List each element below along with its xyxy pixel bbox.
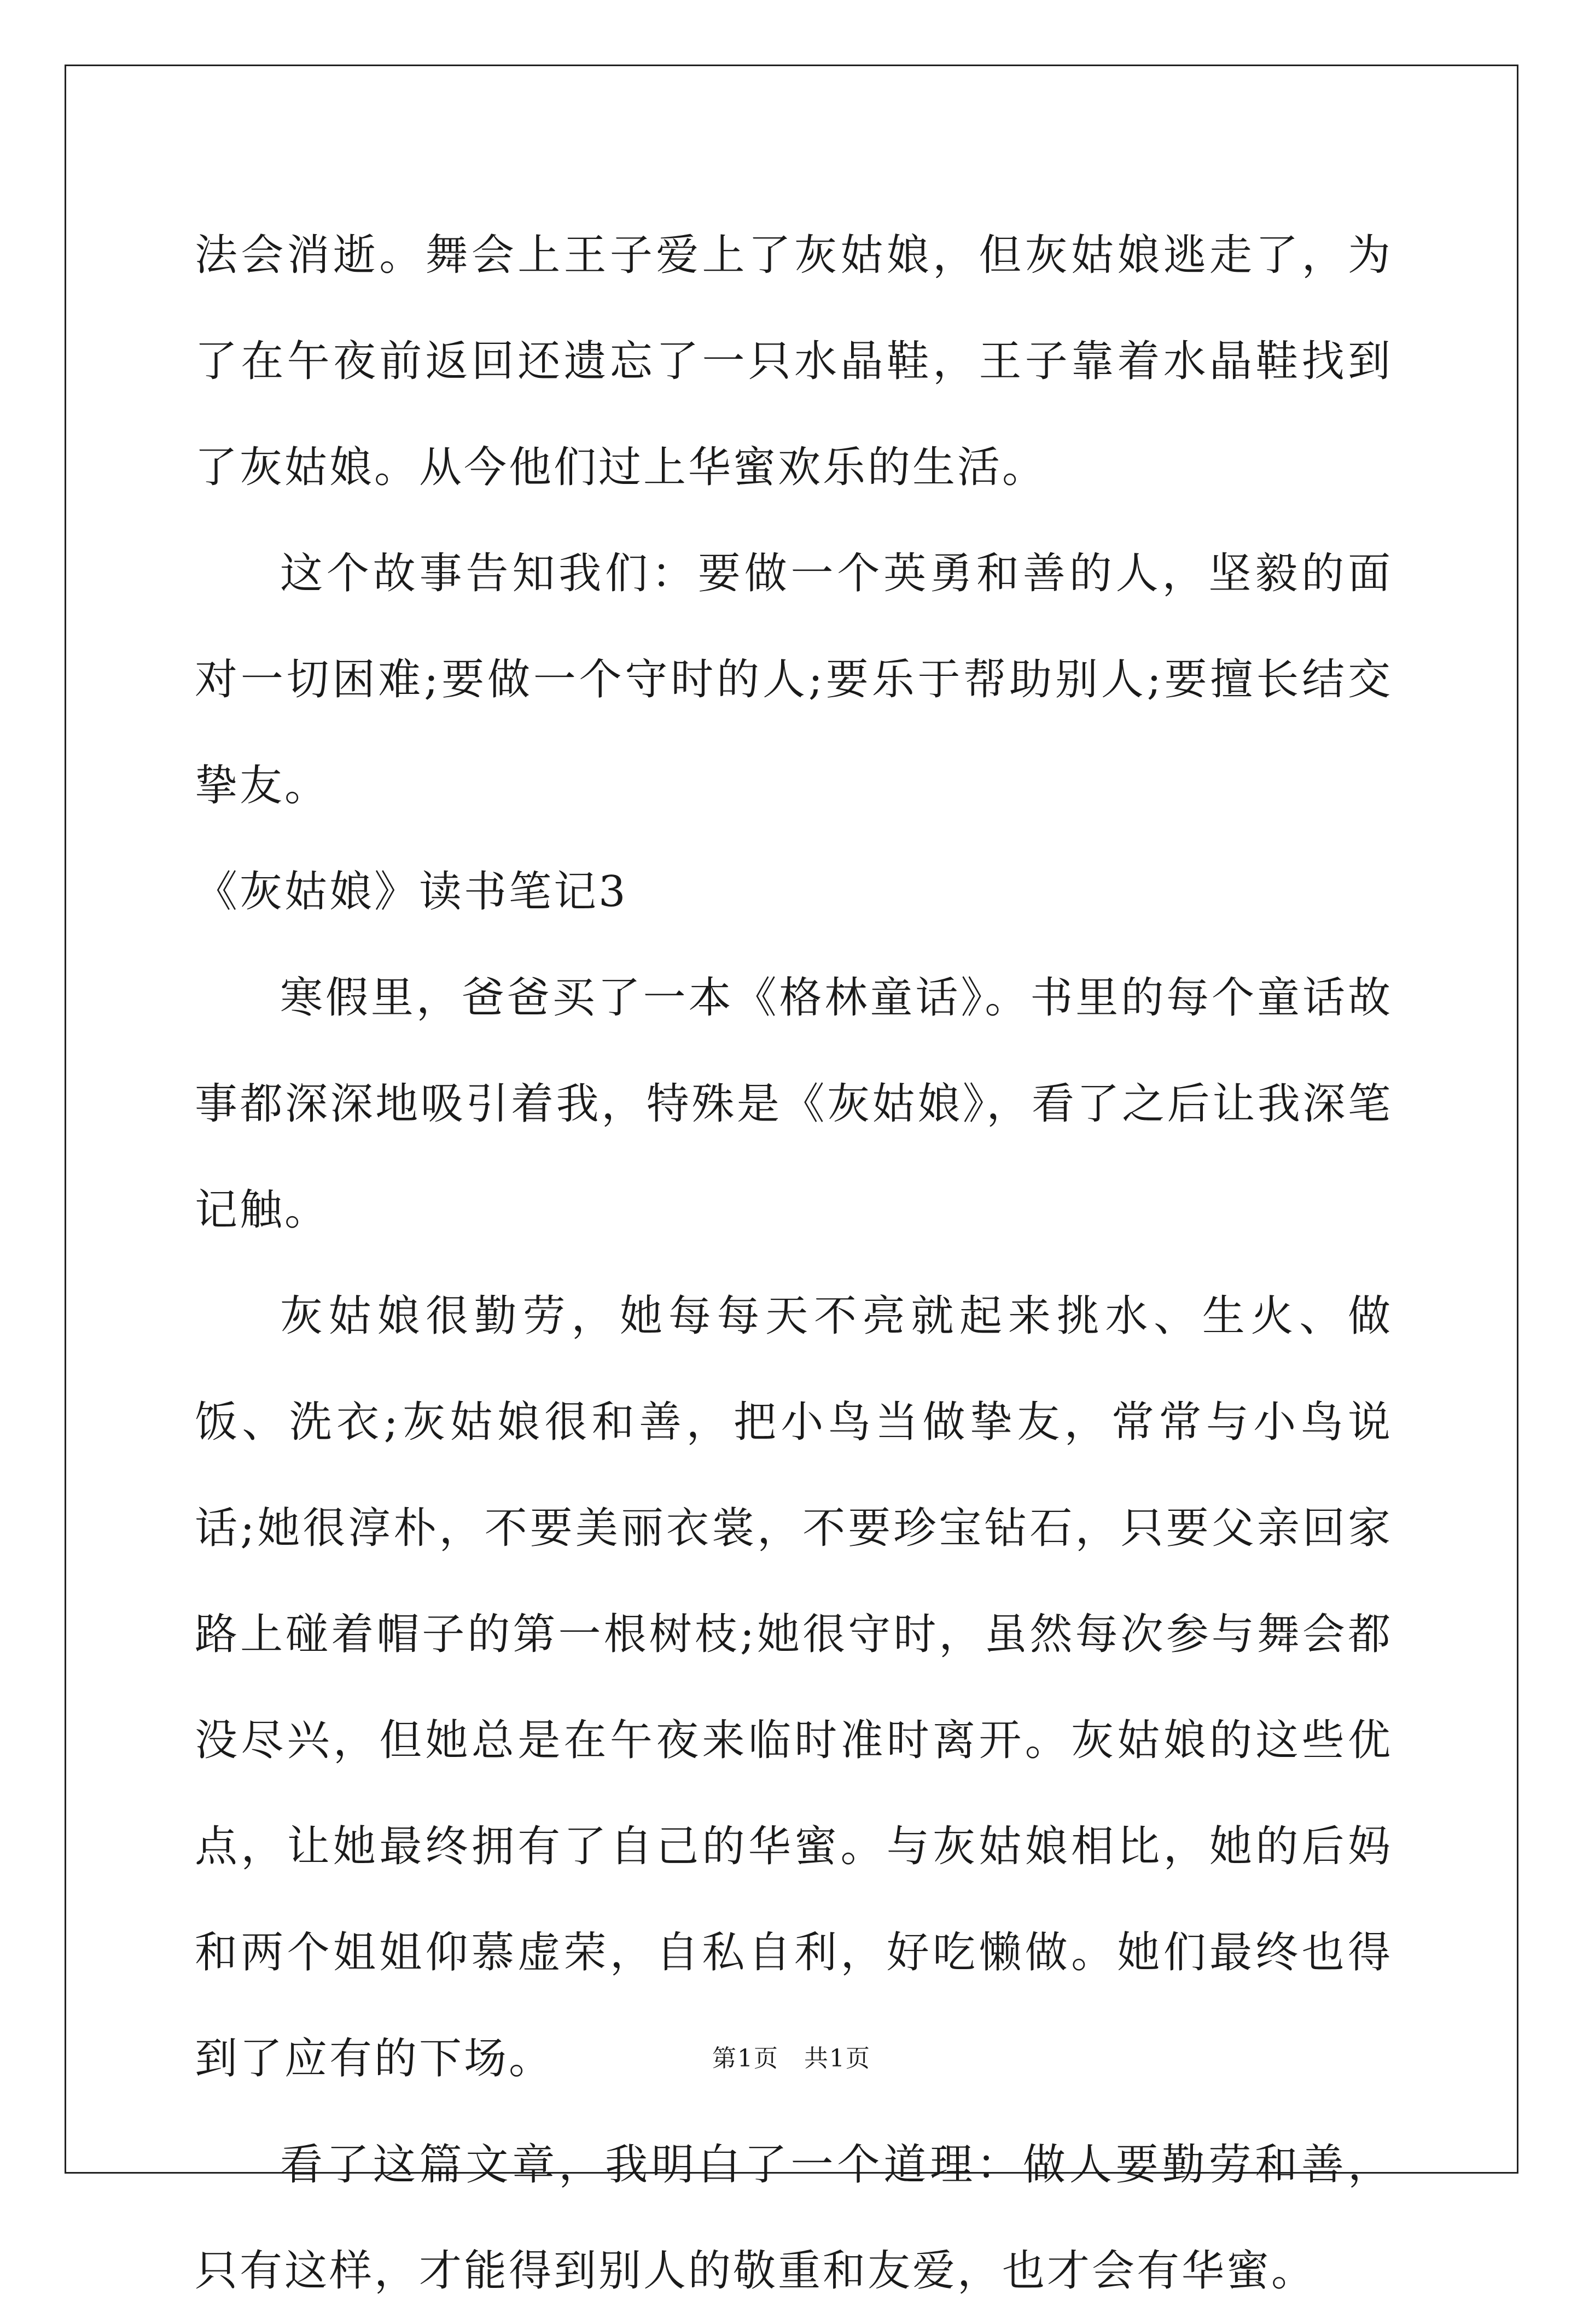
paragraph-story-ending: 法会消逝。舞会上王子爱上了灰姑娘，但灰姑娘逃走了，为了在午夜前返回还遗忘了一只水晶鞋，王子靠着水晶鞋找到了灰姑娘。从今他们过上华蜜欢乐的生活。	[195, 231, 1393, 492]
document-body	[195, 202, 1393, 2324]
paragraph-winter-break: 寒假里，爸爸买了一本《格林童话》。书里的每个童话故事都深深地吸引着我，特殊是《灰姑娘》，看了之后让我深笔记触。	[195, 973, 1393, 1235]
paragraph-lesson: 看了这篇文章，我明白了一个道理：做人要勤劳和善，只有这样，才能得到别人的敬重和友爱，也才会有华蜜。	[195, 2140, 1393, 2296]
section-heading: 《灰姑娘》读书笔记3	[195, 867, 628, 916]
page-number-footer: 第1页 共1页	[712, 2045, 871, 2072]
paragraph-story-moral: 这个故事告知我们：要做一个英勇和善的人，坚毅的面对一切困难;要做一个守时的人;要乐于帮助别人;要擅长结交挚友。	[195, 549, 1393, 810]
paragraph-cinderella-virtues: 灰姑娘很勤劳，她每每天不亮就起来挑水、生火、做饭、洗衣;灰姑娘很和善，把小鸟当做挚友，常常与小鸟说话;她很淳朴，不要美丽衣裳，不要珍宝钻石，只要父亲回家路上碰着帽子的第一根树枝;她很守时，虽然每次参与舞会都没尽兴，但她总是在午夜来临时准时离开。灰姑娘的这些优点，让她最终拥有了自己的华蜜。与灰姑娘相比，她的后妈和两个姐姐仰慕虚荣，自私自利，好吃懒做。她们最终也得到了应有的下场。	[195, 1292, 1393, 2083]
